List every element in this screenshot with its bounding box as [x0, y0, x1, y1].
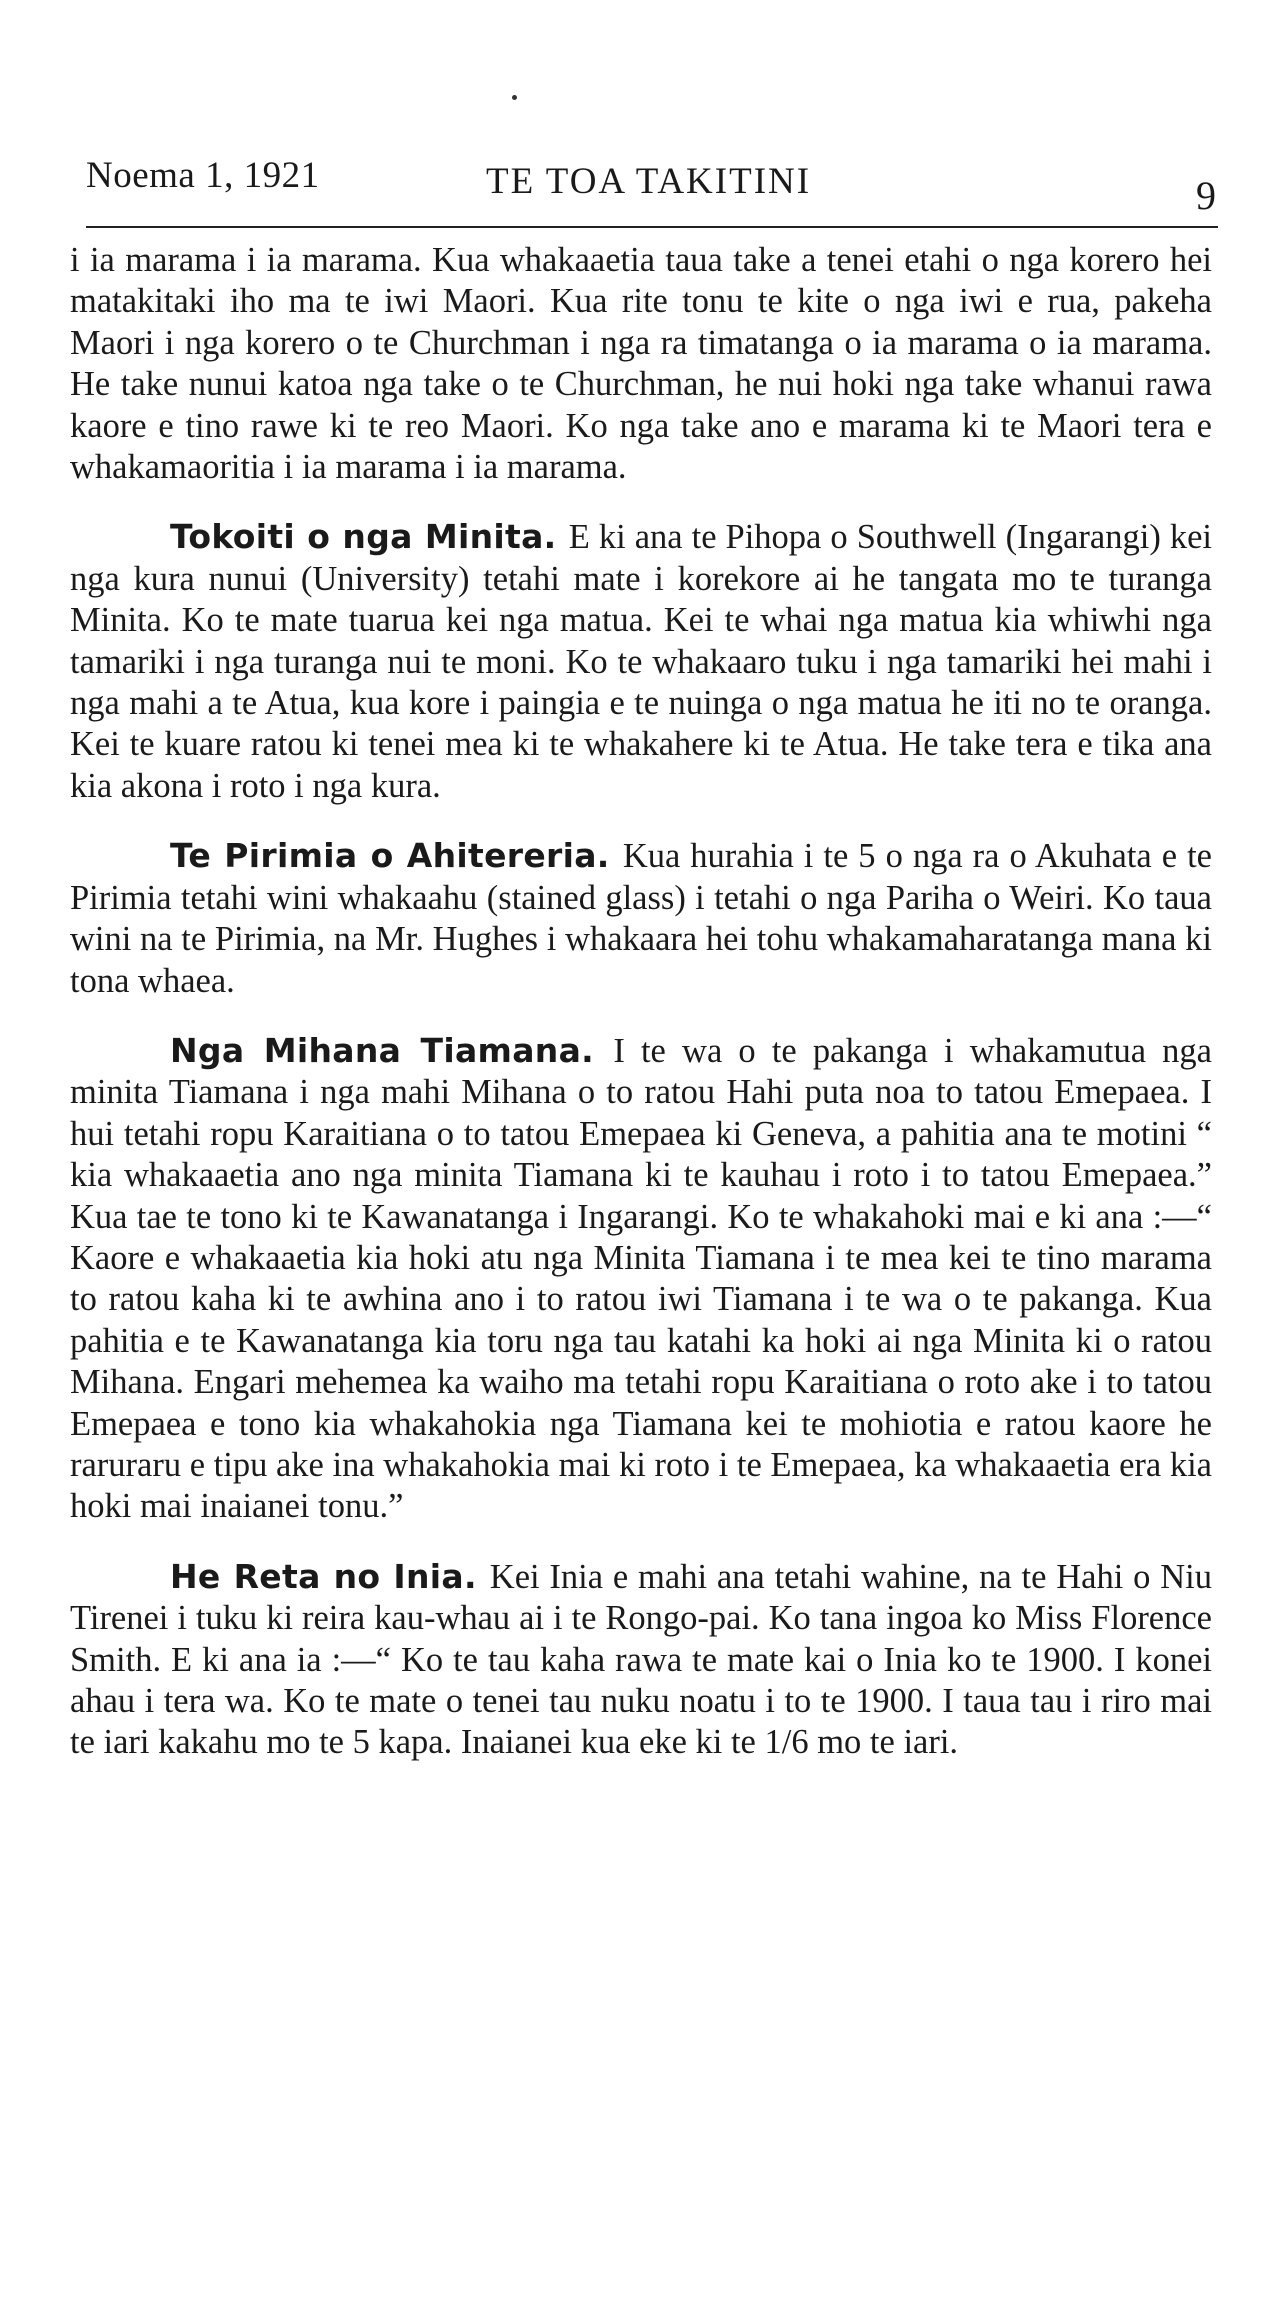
paragraph-text: E ki ana te Pihopa o Southwell (Ingarangi) kei nga kura nunui (University) tetahi mate i korekore ai he tangata mo te turanga Minita. Ko te mate tuarua kei nga matua. Kei te whai nga matua kia whiwhi nga tamariki i nga turanga nui te moni. Ko te whakaaro tuku i nga tamariki hei mahi i nga mahi a te Atua, kua kore i paingia e te nuinga o nga matua he iti no te oranga. Kei te kuare ratou ki tenei mea ki te whakahere ki te Atua. He take tera e tika ana kia akona i roto i nga kura.	[70, 518, 1212, 805]
section-heading: He Reta no Inia.	[170, 1556, 490, 1596]
paragraph-continued	[70, 240, 1212, 488]
section-mihana	[70, 1030, 1212, 1528]
paragraph-text: i ia marama i ia marama. Kua whakaaetia taua take a tenei etahi o nga korero hei matakitaki iho ma te iwi Maori. Kua rite tonu te kite o nga iwi e rua, pakeha Maori i nga korero o te Churchman i nga ra timatanga o ia marama o ia marama. He take nunui katoa nga take o te Churchman, he nui hoki nga take whanui rawa kaore e tino rawe ki te reo Maori. Ko nga take ano e marama ki te Maori tera e whakamaoritia i ia marama i ia marama.	[70, 241, 1212, 487]
section-reta	[70, 1556, 1212, 1764]
section-heading: Nga Mihana Tiamana.	[170, 1030, 614, 1070]
section-heading: Tokoiti o nga Minita.	[170, 517, 569, 557]
paragraph-text: I te wa o te pakanga i whakamutua nga minita Tiamana i nga mahi Mihana o to ratou Hahi puta noa to tatou Emepaea. I hui tetahi ropu Karaitiana o to tatou Emepaea ki Geneva, a pahitia ana te motini “ kia whakaaetia ano nga minita Tiamana ki te kauhau i roto i to tatou Emepaea.” Kua tae te tono ki te Kawanatanga i Ingarangi. Ko te whakahoki mai e ki ana :—“ Kaore e whakaaetia kia hoki atu nga Minita Tiamana i te mea kei te tino marama to ratou kaha ki te awhina ano i to ratou iwi Tiamana i te wa o te pakanga. Kua pahitia e te Kawanatanga kia toru nga tau katahi ka hoki ai nga Minita ki o ratou Mihana. Engari mehemea ka waiho ma tetahi ropu Karaitiana o roto ake i to tatou Emepaea e tono kia whakahokia nga Tiamana kei te mohiotia e ratou kaore he raruraru e tipu ake ina whakahokia mai ki roto i te Emepaea, ka whakaaetia era kia hoki mai inaianei tonu.”	[70, 1031, 1212, 1526]
section-pirimia	[70, 835, 1212, 1002]
issue-date: Noema 1, 1921	[86, 155, 320, 196]
paragraph-text: Kua hurahia i te 5 o nga ra o Akuhata e te Pirimia tetahi wini whakaahu (stained glass) i tetahi o nga Pariha o Weiri. Ko taua wini na te Pirimia, na Mr. Hughes i whakaara hei tohu whakamaharatanga mana ki tona whaea.	[70, 837, 1212, 1000]
page-number: 9	[1196, 173, 1216, 218]
section-heading: Te Pirimia o Ahitereria.	[170, 836, 623, 876]
publication-title: TE TOA TAKITINI	[486, 161, 812, 202]
paragraph-text: Kei Inia e mahi ana tetahi wahine, na te Hahi o Niu Tirenei i tuku ki reira kau-whau ai i te Rongo-pai. Ko tana ingoa ko Miss Florence Smith. E ki ana ia :—“ Ko te tau kaha rawa te mate kai o Inia ko te 1900. I konei ahau i tera wa. Ko te mate o tenei tau nuku noatu i to te 1900. I taua tau i riro mai te iari kakahu mo te 5 kapa. Inaianei kua eke ki te 1/6 mo te iari.	[70, 1557, 1212, 1762]
stray-dot	[512, 95, 517, 100]
section-tokoiti	[70, 516, 1212, 807]
running-header	[86, 148, 1218, 228]
article-body	[70, 240, 1212, 1764]
